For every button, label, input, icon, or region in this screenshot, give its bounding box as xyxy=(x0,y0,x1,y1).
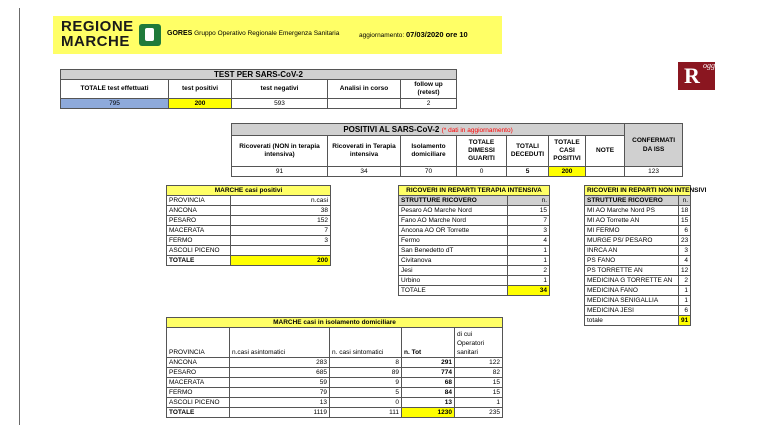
test-header-negative: test negativi xyxy=(232,80,328,99)
ward-count: 4 xyxy=(679,256,691,266)
table-row xyxy=(585,296,691,306)
positivi-header-ricoverati: Ricoverati (NON in terapia intensiva) xyxy=(232,136,328,167)
hospital-name: Fano AO Marche Nord xyxy=(399,216,508,226)
update-label: aggiornamento: xyxy=(359,32,405,39)
province-cases: 152 xyxy=(231,216,331,226)
province-name: ANCONA xyxy=(167,206,231,216)
isolamento-col-tot: n. Tot xyxy=(402,328,455,358)
table-row xyxy=(167,378,503,388)
province-name: ASCOLI PICENO xyxy=(167,246,231,256)
hospital-name: Jesi xyxy=(399,266,508,276)
casi-positivi-total-label: TOTALE xyxy=(167,256,231,266)
province-cases: 7 xyxy=(231,226,331,236)
test-table xyxy=(60,69,457,109)
asymptomatic-count: 59 xyxy=(230,378,330,388)
table-row xyxy=(167,398,503,408)
positivi-value-ti: 34 xyxy=(328,167,401,177)
ward-count: 6 xyxy=(679,226,691,236)
healthcare-workers-count: 15 xyxy=(455,378,503,388)
roggi-letter: R xyxy=(684,63,700,88)
logo-line-1: REGIONE xyxy=(61,18,134,35)
ward-count: 23 xyxy=(679,236,691,246)
gores-acronym: GORES xyxy=(167,30,193,37)
positivi-table xyxy=(231,123,683,177)
table-row xyxy=(399,206,550,216)
hospital-name: Fermo xyxy=(399,236,508,246)
healthcare-workers-count: 122 xyxy=(455,358,503,368)
non-intensivi-col-n: n. xyxy=(679,196,691,206)
table-row xyxy=(399,236,550,246)
total-row xyxy=(167,408,503,418)
healthcare-workers-count: 82 xyxy=(455,368,503,378)
gores-caption xyxy=(167,30,339,37)
province-name: PESARO xyxy=(167,368,230,378)
ward-name: MURGE PS/ PESARO xyxy=(585,236,679,246)
non-intensivi-table xyxy=(584,185,707,326)
positivi-value-isolamento: 70 xyxy=(401,167,457,177)
ward-name: MEDICINA G TORRETTE AN xyxy=(585,276,679,286)
hospital-name: Urbino xyxy=(399,276,508,286)
positivi-title-cell xyxy=(232,124,625,136)
table-row xyxy=(167,216,331,226)
table-row xyxy=(167,206,331,216)
hospital-name: San Benedetto dT xyxy=(399,246,508,256)
table-row xyxy=(399,226,550,236)
ward-count: 6 xyxy=(679,306,691,316)
update-value: 07/03/2020 ore 10 xyxy=(405,30,468,39)
hospital-count: 2 xyxy=(508,266,550,276)
hospital-count: 7 xyxy=(508,216,550,226)
table-row xyxy=(585,266,691,276)
isolamento-col-sintomatici: n. casi sintomatici xyxy=(330,328,402,358)
symptomatic-count: 9 xyxy=(330,378,402,388)
total-count: 774 xyxy=(402,368,455,378)
terapia-intensiva-table xyxy=(398,185,550,296)
province-cases: 3 xyxy=(231,236,331,246)
page-left-border xyxy=(19,8,20,425)
test-value-total: 795 xyxy=(61,99,169,109)
ward-count: 2 xyxy=(679,276,691,286)
test-header-total: TOTALE test effettuati xyxy=(61,80,169,99)
casi-positivi-col-ncasi: n.casi xyxy=(231,196,331,206)
province-name: MACERATA xyxy=(167,226,231,236)
healthcare-workers-count: 1 xyxy=(455,398,503,408)
total-count: 68 xyxy=(402,378,455,388)
ward-name: PS TORRETTE AN xyxy=(585,266,679,276)
isolamento-total-sint: 111 xyxy=(330,408,402,418)
positivi-note: (* dati in aggiornamento) xyxy=(441,126,513,134)
table-row xyxy=(399,266,550,276)
table-row xyxy=(585,206,691,216)
ward-count: 15 xyxy=(679,216,691,226)
test-value-in-progress xyxy=(328,99,401,109)
table-row xyxy=(167,388,503,398)
table-row xyxy=(585,276,691,286)
isolamento-table xyxy=(166,317,503,418)
regione-emblem-icon xyxy=(139,24,161,46)
symptomatic-count: 0 xyxy=(330,398,402,408)
non-intensivi-col-strutture: STRUTTURE RICOVERO xyxy=(585,196,679,206)
symptomatic-count: 89 xyxy=(330,368,402,378)
hospital-count: 15 xyxy=(508,206,550,216)
table-row xyxy=(585,246,691,256)
isolamento-col-operatori: di cui Operatori sanitari xyxy=(455,328,503,358)
table-row xyxy=(585,286,691,296)
province-name: MACERATA xyxy=(167,378,230,388)
terapia-intensiva-total-label: TOTALE xyxy=(399,286,508,296)
ward-name: MI AO Torrette AN xyxy=(585,216,679,226)
table-row xyxy=(585,256,691,266)
hospital-name: Civitanova xyxy=(399,256,508,266)
positivi-header-deceduti: TOTALI DECEDUTI xyxy=(507,136,549,167)
update-info xyxy=(359,30,468,39)
casi-positivi-table xyxy=(166,185,331,266)
symptomatic-count: 8 xyxy=(330,358,402,368)
positivi-value-iss: 123 xyxy=(625,167,683,177)
total-count: 291 xyxy=(402,358,455,368)
positivi-header-ti: Ricoverati in Terapia intensiva xyxy=(328,136,401,167)
table-row xyxy=(585,236,691,246)
positivi-title: POSITIVI AL SARS-CoV-2 xyxy=(343,124,440,134)
positivi-header-iss: CONFERMATI DA ISS xyxy=(625,124,683,167)
table-row xyxy=(585,226,691,236)
ward-name: MI FERMO xyxy=(585,226,679,236)
casi-positivi-total-value: 200 xyxy=(231,256,331,266)
gores-fullname: Gruppo Operativo Regionale Emergenza Sanitaria xyxy=(194,30,340,37)
ward-count: 1 xyxy=(679,296,691,306)
positivi-header-note: NOTE xyxy=(586,136,625,167)
casi-positivi-col-provincia: PROVINCIA xyxy=(167,196,231,206)
province-name: PESARO xyxy=(167,216,231,226)
ward-name: MEDICINA SENIGALLIA xyxy=(585,296,679,306)
positivi-header-guariti: TOTALE DIMESSI GUARITI xyxy=(457,136,507,167)
ward-name: MEDICINA JESI xyxy=(585,306,679,316)
positivi-value-note xyxy=(586,167,625,177)
province-name: FERMO xyxy=(167,236,231,246)
hospital-count: 1 xyxy=(508,256,550,266)
positivi-value-deceduti: 5 xyxy=(507,167,549,177)
ward-name: INRCA AN xyxy=(585,246,679,256)
total-row xyxy=(585,316,691,326)
hospital-count: 1 xyxy=(508,246,550,256)
healthcare-workers-count: 15 xyxy=(455,388,503,398)
province-name: ASCOLI PICENO xyxy=(167,398,230,408)
test-header-positive: test positivi xyxy=(169,80,232,99)
province-name: ANCONA xyxy=(167,358,230,368)
non-intensivi-total-label: totale xyxy=(585,316,679,326)
hospital-count: 1 xyxy=(508,276,550,286)
table-row xyxy=(167,246,331,256)
table-row xyxy=(167,368,503,378)
test-header-in-progress: Analisi in corso xyxy=(328,80,401,99)
terapia-intensiva-total-value: 34 xyxy=(508,286,550,296)
hospital-name: Ancona AO OR Torrette xyxy=(399,226,508,236)
isolamento-col-provincia: PROVINCIA xyxy=(167,328,230,358)
hospital-count: 4 xyxy=(508,236,550,246)
isolamento-total-op: 235 xyxy=(455,408,503,418)
positivi-header-totale: TOTALE CASI POSITIVI xyxy=(549,136,586,167)
table-row xyxy=(167,358,503,368)
ward-name: PS FANO xyxy=(585,256,679,266)
total-count: 13 xyxy=(402,398,455,408)
logo-line-2: MARCHE xyxy=(61,33,130,50)
ward-count: 1 xyxy=(679,286,691,296)
test-value-positive: 200 xyxy=(169,99,232,109)
terapia-intensiva-title: RICOVERI IN REPARTI TERAPIA INTENSIVA xyxy=(399,186,550,196)
positivi-value-ricoverati: 91 xyxy=(232,167,328,177)
isolamento-total-asint: 1119 xyxy=(230,408,330,418)
total-row xyxy=(399,286,550,296)
test-table-title: TEST PER SARS-CoV-2 xyxy=(61,70,457,80)
isolamento-total-tot: 1230 xyxy=(402,408,455,418)
symptomatic-count: 5 xyxy=(330,388,402,398)
table-row xyxy=(585,306,691,316)
test-header-followup: follow up (retest) xyxy=(401,80,457,99)
positivi-value-guariti: 0 xyxy=(457,167,507,177)
roggi-logo xyxy=(678,61,718,90)
table-row xyxy=(585,216,691,226)
non-intensivi-total-value: 91 xyxy=(679,316,691,326)
isolamento-title: MARCHE casi in isolamento domiciliare xyxy=(167,318,503,328)
ward-count: 3 xyxy=(679,246,691,256)
isolamento-col-asintomatici: n.casi asintomatici xyxy=(230,328,330,358)
terapia-intensiva-col-n: n. xyxy=(508,196,550,206)
table-row xyxy=(167,226,331,236)
asymptomatic-count: 283 xyxy=(230,358,330,368)
casi-positivi-title: MARCHE casi positivi xyxy=(167,186,331,196)
ward-name: MEDICINA FANO xyxy=(585,286,679,296)
positivi-value-totale: 200 xyxy=(549,167,586,177)
table-row xyxy=(167,236,331,246)
roggi-text: oggi xyxy=(703,61,718,70)
non-intensivi-title: RICOVERI IN REPARTI NON INTENSIVI xyxy=(585,186,691,196)
header-banner xyxy=(53,16,502,54)
positivi-header-isolamento: Isolamento domiciliare xyxy=(401,136,457,167)
test-value-negative: 593 xyxy=(232,99,328,109)
asymptomatic-count: 685 xyxy=(230,368,330,378)
table-row xyxy=(399,216,550,226)
isolamento-total-label: TOTALE xyxy=(167,408,230,418)
table-row xyxy=(399,256,550,266)
total-count: 84 xyxy=(402,388,455,398)
province-cases xyxy=(231,246,331,256)
ward-name: MI AO Marche Nord PS xyxy=(585,206,679,216)
asymptomatic-count: 79 xyxy=(230,388,330,398)
table-row xyxy=(399,246,550,256)
asymptomatic-count: 13 xyxy=(230,398,330,408)
ward-count: 12 xyxy=(679,266,691,276)
hospital-count: 3 xyxy=(508,226,550,236)
regione-marche-logo xyxy=(61,19,133,49)
ward-count: 18 xyxy=(679,206,691,216)
total-row xyxy=(167,256,331,266)
province-name: FERMO xyxy=(167,388,230,398)
test-value-followup: 2 xyxy=(401,99,457,109)
terapia-intensiva-col-strutture: STRUTTURE RICOVERO xyxy=(399,196,508,206)
province-cases: 38 xyxy=(231,206,331,216)
table-row xyxy=(399,276,550,286)
hospital-name: Pesaro AO Marche Nord xyxy=(399,206,508,216)
